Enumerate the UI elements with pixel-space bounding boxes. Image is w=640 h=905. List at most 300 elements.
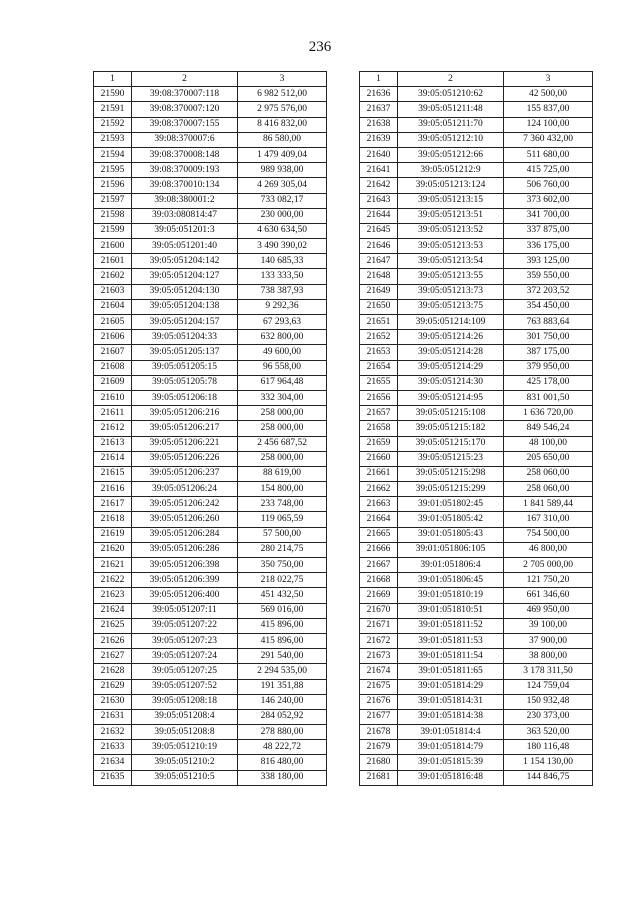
cadastral-id-cell: 39:01:051815:39 [398,755,504,770]
value-cell: 124 100,00 [504,117,593,132]
cadastral-id-cell: 39:05:051213:15 [398,193,504,208]
value-cell: 506 760,00 [504,178,593,193]
value-cell: 284 052,92 [238,709,327,724]
table-row [360,390,593,405]
value-cell: 155 837,00 [504,102,593,117]
cadastral-id-cell: 39:01:051811:53 [398,633,504,648]
value-cell: 291 540,00 [238,649,327,664]
table-row [360,497,593,512]
table-row [360,755,593,770]
table-row [360,694,593,709]
row-number-cell: 21602 [94,269,132,284]
cadastral-id-cell: 39:05:051213:53 [398,239,504,254]
table-row [94,163,327,178]
value-cell: 849 546,24 [504,421,593,436]
cadastral-id-cell: 39:05:051207:24 [132,649,238,664]
value-cell: 2 456 687,52 [238,436,327,451]
row-number-cell: 21600 [94,239,132,254]
row-number-cell: 21612 [94,421,132,436]
row-number-cell: 21591 [94,102,132,117]
table-row [94,512,327,527]
row-number-cell: 21629 [94,679,132,694]
cadastral-id-cell: 39:05:051204:157 [132,315,238,330]
value-cell: 258 000,00 [238,406,327,421]
row-number-cell: 21610 [94,390,132,405]
cadastral-id-cell: 39:08:370010:134 [132,178,238,193]
table-row [360,709,593,724]
cadastral-id-cell: 39:05:051213:54 [398,254,504,269]
table-row [94,87,327,102]
cadastral-id-cell: 39:05:051204:138 [132,299,238,314]
cadastral-id-cell: 39:05:051204:127 [132,269,238,284]
row-number-cell: 21661 [360,466,398,481]
table-row [94,421,327,436]
cadastral-id-cell: 39:05:051207:11 [132,603,238,618]
row-number-cell: 21674 [360,664,398,679]
value-cell: 119 065,59 [238,512,327,527]
cadastral-id-cell: 39:05:051206:286 [132,542,238,557]
row-number-cell: 21639 [360,132,398,147]
cadastral-id-cell: 39:01:051806:105 [398,542,504,557]
cadastral-id-cell: 39:05:051205:137 [132,345,238,360]
table-row [94,375,327,390]
row-number-cell: 21595 [94,163,132,178]
row-number-cell: 21649 [360,284,398,299]
table-row [94,466,327,481]
cadastral-id-cell: 39:01:051806:4 [398,558,504,573]
row-number-cell: 21616 [94,482,132,497]
cadastral-id-cell: 39:05:051213:124 [398,178,504,193]
table-row [94,649,327,664]
table-row [94,178,327,193]
table-row [360,725,593,740]
cadastral-id-cell: 39:05:051215:298 [398,466,504,481]
row-number-cell: 21663 [360,497,398,512]
column-header-number: 1 [94,72,132,87]
value-cell: 140 685,33 [238,254,327,269]
row-number-cell: 21611 [94,406,132,421]
table-row [94,269,327,284]
value-cell: 278 880,00 [238,725,327,740]
value-cell: 48 222,72 [238,740,327,755]
value-cell: 39 100,00 [504,618,593,633]
cadastral-id-cell: 39:05:051208:18 [132,694,238,709]
row-number-cell: 21642 [360,178,398,193]
row-number-cell: 21671 [360,618,398,633]
row-number-cell: 21655 [360,375,398,390]
row-number-cell: 21625 [94,618,132,633]
table-row [94,193,327,208]
table-row [94,573,327,588]
row-number-cell: 21590 [94,87,132,102]
value-cell: 4 269 305,04 [238,178,327,193]
value-cell: 167 310,00 [504,512,593,527]
table-row [360,679,593,694]
row-number-cell: 21613 [94,436,132,451]
row-number-cell: 21669 [360,588,398,603]
table-row [360,254,593,269]
value-cell: 617 964,48 [238,375,327,390]
cadastral-id-cell: 39:05:051213:73 [398,284,504,299]
table-row [94,770,327,785]
table-row [360,482,593,497]
cadastral-id-cell: 39:08:370009:193 [132,163,238,178]
cadastral-id-cell: 39:05:051214:109 [398,315,504,330]
table-row [94,694,327,709]
left-table-header [94,72,327,87]
cadastral-id-cell: 39:05:051204:33 [132,330,238,345]
value-cell: 4 630 634,50 [238,223,327,238]
cadastral-id-cell: 39:05:051212:66 [398,147,504,162]
table-row [94,740,327,755]
table-row [360,239,593,254]
value-cell: 393 125,00 [504,254,593,269]
value-cell: 218 022,75 [238,573,327,588]
row-number-cell: 21603 [94,284,132,299]
table-row [360,178,593,193]
row-number-cell: 21637 [360,102,398,117]
value-cell: 451 432,50 [238,588,327,603]
cadastral-id-cell: 39:08:370007:155 [132,117,238,132]
value-cell: 46 800,00 [504,542,593,557]
cadastral-id-cell: 39:01:051806:45 [398,573,504,588]
cadastral-id-cell: 39:01:051814:79 [398,740,504,755]
row-number-cell: 21654 [360,360,398,375]
row-number-cell: 21645 [360,223,398,238]
table-row [360,618,593,633]
row-number-cell: 21643 [360,193,398,208]
table-row [360,193,593,208]
value-cell: 2 294 535,00 [238,664,327,679]
value-cell: 569 016,00 [238,603,327,618]
table-row [94,239,327,254]
row-number-cell: 21594 [94,147,132,162]
value-cell: 144 846,75 [504,770,593,785]
table-row [360,451,593,466]
cadastral-id-cell: 39:05:051208:4 [132,709,238,724]
cadastral-id-cell: 39:05:051205:15 [132,360,238,375]
row-number-cell: 21632 [94,725,132,740]
cadastral-id-cell: 39:05:051206:260 [132,512,238,527]
value-cell: 8 416 832,00 [238,117,327,132]
value-cell: 230 373,00 [504,709,593,724]
row-number-cell: 21670 [360,603,398,618]
table-row [360,527,593,542]
cadastral-id-cell: 39:05:051210:5 [132,770,238,785]
table-row [94,299,327,314]
row-number-cell: 21598 [94,208,132,223]
table-row [94,345,327,360]
cadastral-id-cell: 39:05:051214:95 [398,390,504,405]
value-cell: 332 304,00 [238,390,327,405]
row-number-cell: 21646 [360,239,398,254]
row-number-cell: 21614 [94,451,132,466]
cadastral-id-cell: 39:05:051206:18 [132,390,238,405]
cadastral-id-cell: 39:05:051206:242 [132,497,238,512]
value-cell: 1 841 589,44 [504,497,593,512]
cadastral-id-cell: 39:05:051212:10 [398,132,504,147]
cadastral-id-cell: 39:05:051215:108 [398,406,504,421]
cadastral-id-cell: 39:01:051811:52 [398,618,504,633]
cadastral-id-cell: 39:01:051810:51 [398,603,504,618]
row-number-cell: 21665 [360,527,398,542]
value-cell: 354 450,00 [504,299,593,314]
cadastral-id-cell: 39:05:051215:182 [398,421,504,436]
value-cell: 280 214,75 [238,542,327,557]
row-number-cell: 21607 [94,345,132,360]
value-cell: 1 636 720,00 [504,406,593,421]
value-cell: 2 705 000,00 [504,558,593,573]
row-number-cell: 21621 [94,558,132,573]
row-number-cell: 21657 [360,406,398,421]
row-number-cell: 21605 [94,315,132,330]
value-cell: 86 580,00 [238,132,327,147]
table-row [94,223,327,238]
value-cell: 336 175,00 [504,239,593,254]
row-number-cell: 21624 [94,603,132,618]
row-number-cell: 21650 [360,299,398,314]
value-cell: 372 203,52 [504,284,593,299]
row-number-cell: 21659 [360,436,398,451]
row-number-cell: 21644 [360,208,398,223]
table-row [360,633,593,648]
row-number-cell: 21617 [94,497,132,512]
cadastral-id-cell: 39:05:051211:48 [398,102,504,117]
value-cell: 191 351,88 [238,679,327,694]
cadastral-id-cell: 39:05:051206:284 [132,527,238,542]
right-table-header [360,72,593,87]
table-row [94,725,327,740]
cadastral-id-cell: 39:05:051207:22 [132,618,238,633]
cadastral-id-cell: 39:05:051213:55 [398,269,504,284]
table-row [94,360,327,375]
value-cell: 37 900,00 [504,633,593,648]
cadastral-id-cell: 39:05:051214:30 [398,375,504,390]
table-row [360,421,593,436]
cadastral-id-cell: 39:01:051814:4 [398,725,504,740]
table-row [94,436,327,451]
table-row [360,542,593,557]
cadastral-id-cell: 39:05:051215:299 [398,482,504,497]
cadastral-id-cell: 39:01:051811:65 [398,664,504,679]
table-row [360,299,593,314]
table-row [360,573,593,588]
row-number-cell: 21597 [94,193,132,208]
row-number-cell: 21680 [360,755,398,770]
value-cell: 359 550,00 [504,269,593,284]
table-row [360,330,593,345]
cadastral-id-cell: 39:08:380001:2 [132,193,238,208]
value-cell: 738 387,93 [238,284,327,299]
value-cell: 9 292,36 [238,299,327,314]
value-cell: 661 346,60 [504,588,593,603]
cadastral-id-cell: 39:05:051210:62 [398,87,504,102]
table-row [94,208,327,223]
value-cell: 233 748,00 [238,497,327,512]
value-cell: 816 480,00 [238,755,327,770]
row-number-cell: 21634 [94,755,132,770]
table-row [94,755,327,770]
header-row [94,72,327,87]
value-cell: 415 896,00 [238,618,327,633]
table-row [94,330,327,345]
value-cell: 989 938,00 [238,163,327,178]
row-number-cell: 21668 [360,573,398,588]
table-row [94,588,327,603]
table-row [360,406,593,421]
row-number-cell: 21628 [94,664,132,679]
value-cell: 258 060,00 [504,482,593,497]
cadastral-id-cell: 39:05:051204:130 [132,284,238,299]
value-cell: 124 759,04 [504,679,593,694]
table-row [360,770,593,785]
value-cell: 338 180,00 [238,770,327,785]
table-row [94,542,327,557]
table-row [360,87,593,102]
table-row [360,375,593,390]
column-header-number: 1 [360,72,398,87]
row-number-cell: 21641 [360,163,398,178]
table-row [360,360,593,375]
cadastral-id-cell: 39:05:051210:19 [132,740,238,755]
row-number-cell: 21664 [360,512,398,527]
table-row [360,132,593,147]
value-cell: 733 082,17 [238,193,327,208]
cadastral-id-cell: 39:01:051805:42 [398,512,504,527]
table-row [94,679,327,694]
cadastral-id-cell: 39:05:051211:70 [398,117,504,132]
value-cell: 230 000,00 [238,208,327,223]
cadastral-id-cell: 39:01:051814:38 [398,709,504,724]
row-number-cell: 21606 [94,330,132,345]
value-cell: 415 725,00 [504,163,593,178]
column-header-value: 3 [504,72,593,87]
value-cell: 301 750,00 [504,330,593,345]
value-cell: 425 178,00 [504,375,593,390]
cadastral-id-cell: 39:05:051210:2 [132,755,238,770]
row-number-cell: 21638 [360,117,398,132]
row-number-cell: 21599 [94,223,132,238]
table-row [360,664,593,679]
table-row [94,664,327,679]
value-cell: 258 060,00 [504,466,593,481]
cadastral-id-cell: 39:05:051206:398 [132,558,238,573]
value-cell: 379 950,00 [504,360,593,375]
row-number-cell: 21626 [94,633,132,648]
row-number-cell: 21673 [360,649,398,664]
row-number-cell: 21660 [360,451,398,466]
value-cell: 88 619,00 [238,466,327,481]
table-row [94,633,327,648]
table-row [94,102,327,117]
table-row [360,466,593,481]
cadastral-id-cell: 39:05:051214:29 [398,360,504,375]
row-number-cell: 21620 [94,542,132,557]
cadastral-id-cell: 39:01:051814:31 [398,694,504,709]
value-cell: 763 883,64 [504,315,593,330]
cadastral-id-cell: 39:01:051810:19 [398,588,504,603]
cadastral-id-cell: 39:01:051814:29 [398,679,504,694]
value-cell: 350 750,00 [238,558,327,573]
cadastral-id-cell: 39:05:051207:25 [132,664,238,679]
table-row [360,740,593,755]
value-cell: 121 750,20 [504,573,593,588]
table-row [94,117,327,132]
value-cell: 1 479 409,04 [238,147,327,162]
row-number-cell: 21601 [94,254,132,269]
header-row [360,72,593,87]
row-number-cell: 21677 [360,709,398,724]
row-number-cell: 21640 [360,147,398,162]
cadastral-id-cell: 39:05:051213:75 [398,299,504,314]
row-number-cell: 21615 [94,466,132,481]
table-row [94,254,327,269]
value-cell: 96 558,00 [238,360,327,375]
row-number-cell: 21608 [94,360,132,375]
value-cell: 754 500,00 [504,527,593,542]
page-number: 236 [308,39,332,55]
cadastral-id-cell: 39:08:370008:148 [132,147,238,162]
value-cell: 146 240,00 [238,694,327,709]
row-number-cell: 21648 [360,269,398,284]
value-cell: 2 975 576,00 [238,102,327,117]
table-row [94,709,327,724]
row-number-cell: 21619 [94,527,132,542]
right-table-body [360,87,593,786]
value-cell: 6 982 512,00 [238,87,327,102]
row-number-cell: 21647 [360,254,398,269]
table-row [94,527,327,542]
value-cell: 57 500,00 [238,527,327,542]
cadastral-id-cell: 39:05:051215:23 [398,451,504,466]
row-number-cell: 21651 [360,315,398,330]
value-cell: 373 602,00 [504,193,593,208]
table-row [94,284,327,299]
value-cell: 49 600,00 [238,345,327,360]
value-cell: 511 680,00 [504,147,593,162]
cadastral-id-cell: 39:05:051206:217 [132,421,238,436]
value-cell: 831 001,50 [504,390,593,405]
row-number-cell: 21662 [360,482,398,497]
cadastral-id-cell: 39:05:051206:400 [132,588,238,603]
table-row [360,147,593,162]
row-number-cell: 21633 [94,740,132,755]
cadastral-id-cell: 39:03:080814:47 [132,208,238,223]
row-number-cell: 21678 [360,725,398,740]
cadastral-id-cell: 39:05:051206:399 [132,573,238,588]
left-table-body [94,87,327,786]
row-number-cell: 21636 [360,87,398,102]
table-row [94,618,327,633]
table-row [360,603,593,618]
cadastral-id-cell: 39:01:051805:43 [398,527,504,542]
row-number-cell: 21653 [360,345,398,360]
row-number-cell: 21676 [360,694,398,709]
column-header-value: 3 [238,72,327,87]
table-row [360,436,593,451]
table-row [360,588,593,603]
cadastral-id-cell: 39:01:051802:45 [398,497,504,512]
table-row [360,117,593,132]
table-row [94,558,327,573]
cadastral-id-cell: 39:05:051207:52 [132,679,238,694]
value-cell: 1 154 130,00 [504,755,593,770]
cadastral-id-cell: 39:05:051206:237 [132,466,238,481]
table-row [94,390,327,405]
cadastral-id-cell: 39:05:051214:26 [398,330,504,345]
value-cell: 7 360 432,00 [504,132,593,147]
row-number-cell: 21592 [94,117,132,132]
